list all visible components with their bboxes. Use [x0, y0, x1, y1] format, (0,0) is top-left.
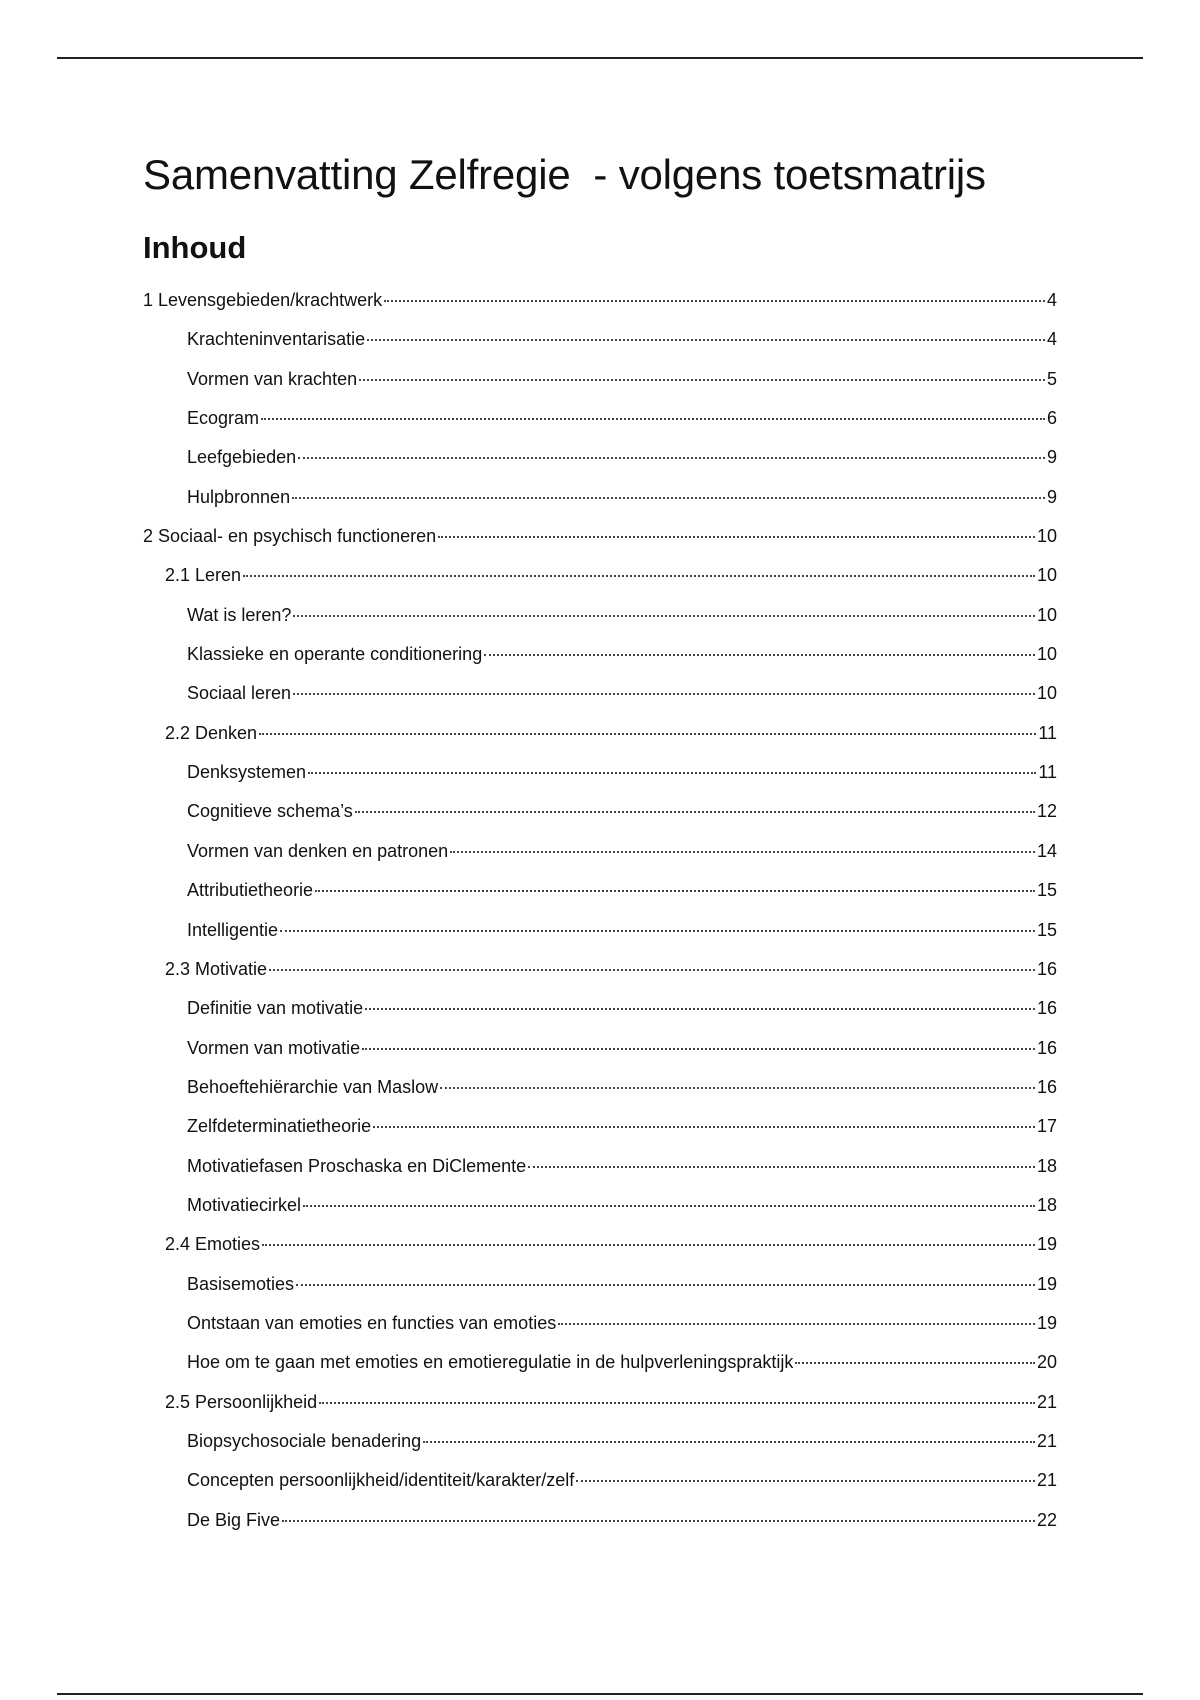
toc-entry-label: Zelfdeterminatietheorie — [187, 1116, 372, 1137]
toc-entry-page-number: 4 — [1046, 290, 1057, 310]
toc-entry-label: Ecogram — [187, 408, 260, 429]
toc-entry-label: 2.1 Leren — [165, 565, 242, 586]
toc-dot-leader — [423, 1441, 1035, 1443]
toc-entry-page-number: 21 — [1036, 1470, 1057, 1491]
toc-dot-leader — [296, 1284, 1035, 1286]
toc-entry[interactable] — [143, 1226, 1057, 1265]
toc-entry[interactable] — [143, 833, 1057, 872]
toc-entry[interactable] — [143, 675, 1057, 714]
toc-entry-label: Denksystemen — [187, 762, 307, 783]
toc-dot-leader — [384, 300, 1045, 302]
toc-entry-label: 2.2 Denken — [165, 722, 258, 743]
toc-entry-label: Motivatiecirkel — [187, 1194, 302, 1215]
toc-entry-page-number: 15 — [1036, 880, 1057, 901]
toc-entry-page-number: 12 — [1036, 801, 1057, 822]
toc-entry[interactable] — [143, 1502, 1057, 1541]
toc-entry[interactable] — [143, 1069, 1057, 1108]
footer-rule — [57, 1693, 1143, 1695]
toc-entry-label: Krachteninventarisatie — [187, 329, 366, 350]
toc-entry-page-number: 17 — [1036, 1116, 1057, 1137]
toc-entry-label: De Big Five — [187, 1509, 281, 1530]
toc-dot-leader — [293, 615, 1035, 617]
toc-entry-page-number: 4 — [1046, 329, 1057, 350]
toc-entry-page-number: 16 — [1036, 1076, 1057, 1097]
toc-entry[interactable] — [143, 990, 1057, 1029]
toc-entry-page-number: 10 — [1036, 604, 1057, 625]
toc-entry[interactable] — [143, 1423, 1057, 1462]
toc-entry[interactable] — [143, 1305, 1057, 1344]
toc-entry-label: Biopsychosociale benadering — [187, 1430, 422, 1451]
toc-entry[interactable] — [143, 597, 1057, 636]
toc-entry-label: 2.3 Motivatie — [165, 958, 268, 979]
toc-entry-page-number: 18 — [1036, 1155, 1057, 1176]
toc-entry-label: Vormen van motivatie — [187, 1037, 361, 1058]
toc-dot-leader — [298, 457, 1045, 459]
toc-entry-page-number: 10 — [1036, 565, 1057, 586]
toc-dot-leader — [261, 418, 1045, 420]
toc-entry-page-number: 21 — [1036, 1430, 1057, 1451]
toc-entry[interactable] — [143, 557, 1057, 596]
toc-dot-leader — [450, 851, 1035, 853]
toc-dot-leader — [292, 497, 1045, 499]
toc-entry[interactable] — [143, 1384, 1057, 1423]
toc-entry[interactable] — [143, 793, 1057, 832]
toc-dot-leader — [280, 930, 1035, 932]
toc-dot-leader — [440, 1087, 1035, 1089]
toc-entry-label: Motivatiefasen Proschaska en DiClemente — [187, 1155, 527, 1176]
toc-entry-page-number: 10 — [1036, 683, 1057, 704]
toc-entry[interactable] — [143, 912, 1057, 951]
toc-entry-page-number: 14 — [1036, 840, 1057, 861]
toc-dot-leader — [319, 1402, 1035, 1404]
toc-entry-page-number: 19 — [1036, 1273, 1057, 1294]
toc-entry-label: Vormen van denken en patronen — [187, 840, 449, 861]
toc-entry-page-number: 20 — [1036, 1352, 1057, 1373]
toc-dot-leader — [308, 772, 1036, 774]
toc-entry-page-number: 16 — [1036, 1037, 1057, 1058]
toc-dot-leader — [373, 1126, 1035, 1128]
toc-dot-leader — [528, 1166, 1035, 1168]
toc-entry[interactable] — [143, 951, 1057, 990]
toc-dot-leader — [269, 969, 1035, 971]
toc-entry-label: Basisemoties — [187, 1273, 295, 1294]
toc-entry-page-number: 9 — [1046, 447, 1057, 468]
toc-dot-leader — [259, 733, 1036, 735]
toc-entry-label: Intelligentie — [187, 919, 279, 940]
toc-dot-leader — [262, 1244, 1035, 1246]
toc-dot-leader — [558, 1323, 1035, 1325]
toc-entry-page-number: 9 — [1046, 486, 1057, 507]
toc-entry[interactable] — [143, 518, 1057, 557]
table-of-contents — [143, 282, 1057, 1541]
toc-dot-leader — [484, 654, 1035, 656]
toc-entry-label: Klassieke en operante conditionering — [187, 644, 483, 665]
toc-entry-page-number: 18 — [1036, 1194, 1057, 1215]
toc-dot-leader — [293, 693, 1035, 695]
toc-entry-page-number: 11 — [1038, 722, 1057, 743]
toc-entry-label: Vormen van krachten — [187, 368, 358, 389]
toc-entry-label: 2 Sociaal- en psychisch functioneren — [143, 526, 437, 547]
toc-entry-label: Behoeftehiërarchie van Maslow — [187, 1076, 439, 1097]
toc-dot-leader — [795, 1362, 1035, 1364]
toc-entry-page-number: 19 — [1036, 1234, 1057, 1255]
toc-entry-page-number: 6 — [1046, 408, 1057, 429]
toc-entry-label: Sociaal leren — [187, 683, 292, 704]
toc-entry[interactable] — [143, 400, 1057, 439]
toc-entry[interactable] — [143, 321, 1057, 360]
toc-entry-page-number: 11 — [1038, 762, 1057, 783]
toc-entry-label: Attributietheorie — [187, 880, 314, 901]
toc-entry-page-number: 21 — [1036, 1391, 1057, 1412]
toc-heading: Inhoud — [143, 230, 247, 265]
toc-entry[interactable] — [143, 1462, 1057, 1501]
toc-dot-leader — [359, 379, 1045, 381]
toc-entry-label: 2.5 Persoonlijkheid — [165, 1391, 318, 1412]
toc-dot-leader — [355, 811, 1035, 813]
toc-entry-page-number: 16 — [1036, 998, 1057, 1019]
toc-entry-label: Hulpbronnen — [187, 486, 291, 507]
header-rule — [57, 57, 1143, 59]
toc-entry-label: 2.4 Emoties — [165, 1234, 261, 1255]
toc-entry-page-number: 5 — [1046, 368, 1057, 389]
toc-entry-label: 1 Levensgebieden/krachtwerk — [143, 290, 383, 310]
toc-entry[interactable] — [143, 715, 1057, 754]
toc-entry[interactable] — [143, 1148, 1057, 1187]
toc-entry[interactable] — [143, 754, 1057, 793]
toc-entry[interactable] — [143, 872, 1057, 911]
toc-entry[interactable] — [143, 361, 1057, 400]
toc-entry-page-number: 19 — [1036, 1312, 1057, 1333]
toc-entry[interactable] — [143, 439, 1057, 478]
toc-entry-label: Ontstaan van emoties en functies van emoties — [187, 1312, 557, 1333]
toc-entry-label: Wat is leren? — [187, 604, 292, 625]
toc-entry-page-number: 22 — [1036, 1509, 1057, 1530]
toc-entry-label: Leefgebieden — [187, 447, 297, 468]
toc-entry[interactable] — [143, 282, 1057, 321]
toc-entry-page-number: 16 — [1036, 958, 1057, 979]
toc-dot-leader — [303, 1205, 1035, 1207]
toc-dot-leader — [315, 890, 1035, 892]
toc-entry[interactable] — [143, 1108, 1057, 1147]
toc-entry[interactable] — [143, 479, 1057, 518]
toc-entry[interactable] — [143, 636, 1057, 675]
toc-entry-label: Concepten persoonlijkheid/identiteit/karakter/zelf — [187, 1470, 575, 1491]
toc-entry[interactable] — [143, 1030, 1057, 1069]
toc-entry[interactable] — [143, 1187, 1057, 1226]
toc-entry[interactable] — [143, 1344, 1057, 1383]
document-title: Samenvatting Zelfregie - volgens toetsmatrijs — [143, 151, 986, 198]
toc-entry-label: Cognitieve schema’s — [187, 801, 353, 822]
toc-entry-label: Hoe om te gaan met emoties en emotieregulatie in de hulpverleningspraktijk — [187, 1352, 794, 1373]
toc-entry-page-number: 15 — [1036, 919, 1057, 940]
toc-dot-leader — [282, 1520, 1035, 1522]
toc-dot-leader — [243, 575, 1035, 577]
toc-entry-label: Definitie van motivatie — [187, 998, 364, 1019]
toc-dot-leader — [365, 1008, 1035, 1010]
toc-dot-leader — [362, 1048, 1035, 1050]
toc-entry-page-number: 10 — [1036, 644, 1057, 665]
toc-dot-leader — [367, 339, 1045, 341]
toc-entry-page-number: 10 — [1036, 526, 1057, 547]
toc-entry[interactable] — [143, 1266, 1057, 1305]
toc-dot-leader — [438, 536, 1035, 538]
toc-dot-leader — [576, 1480, 1035, 1482]
